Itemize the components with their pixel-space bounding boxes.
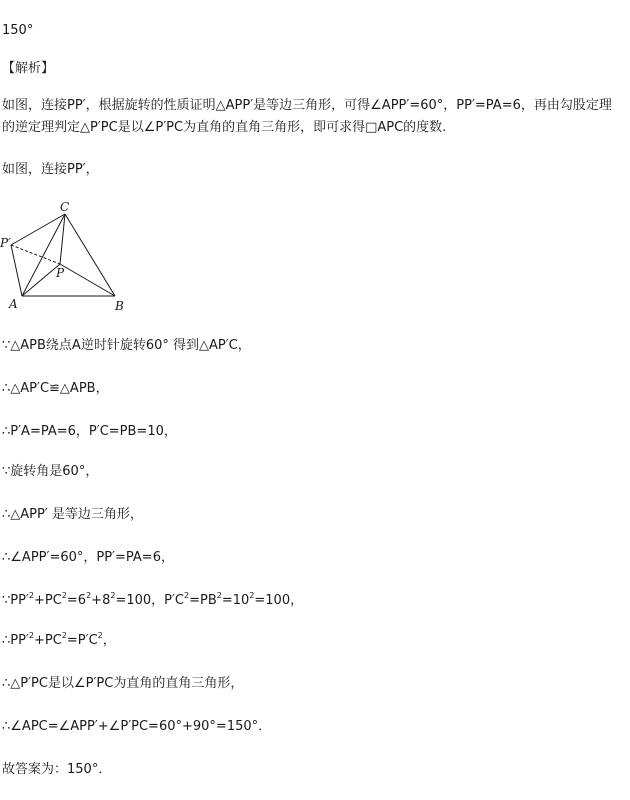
step-3: ∴P′A=PA=6，P′C=PB=10， [2, 424, 177, 439]
segment-a-p [22, 264, 60, 296]
segment-p-prime-a [11, 245, 22, 296]
label-p: P [56, 266, 65, 280]
final-answer: 故答案为：150°． [2, 762, 112, 777]
segment-b-c [65, 214, 115, 296]
segment-p-prime-p [11, 245, 60, 264]
step-5: ∴△APP′ 是等边三角形， [2, 507, 143, 522]
section-title: 【解析】 [2, 61, 55, 76]
step-7: $\because PP'^2+PC^2=6^2+8^2=100$，$P'C^2=PB^2=10^2=100$， [2, 591, 304, 608]
connect-line: 如图，连接PP′， [2, 162, 99, 177]
segment-p-b [60, 264, 115, 296]
intro-paragraph: 如图，连接PP′，根据旋转的性质证明△APP′是等边三角形，可得∠APP′=60°，PP′=PA=6，再由勾股定理的逆定理判定△P′PC是以∠P′PC为直角的直角三角形，即可求得□APC的度数. [2, 98, 612, 135]
geometry-diagram [0, 196, 140, 318]
step-4: ∵旋转角是60°， [2, 464, 99, 479]
step-8: $\therefore PP'^2+PC^2=P'C^2$， [2, 631, 116, 648]
step-1: ∵△APB绕点A逆时针旋转60° 得到△AP′C， [2, 338, 251, 353]
step-10: ∴∠APC=∠APP′+∠P′PC=60°+90°=150°． [2, 719, 272, 734]
answer-line: 150° [2, 23, 34, 38]
label-b: B [115, 299, 124, 313]
label-p-prime: P′ [0, 236, 11, 250]
step-9: ∴△P′PC是以∠P′PC为直角的直角三角形， [2, 676, 244, 691]
label-a: A [9, 297, 18, 311]
label-c: C [60, 200, 70, 214]
step-6: ∴∠APP′=60°，PP′=PA=6， [2, 550, 174, 565]
step-2: ∴△AP′C≌△APB， [2, 381, 109, 396]
